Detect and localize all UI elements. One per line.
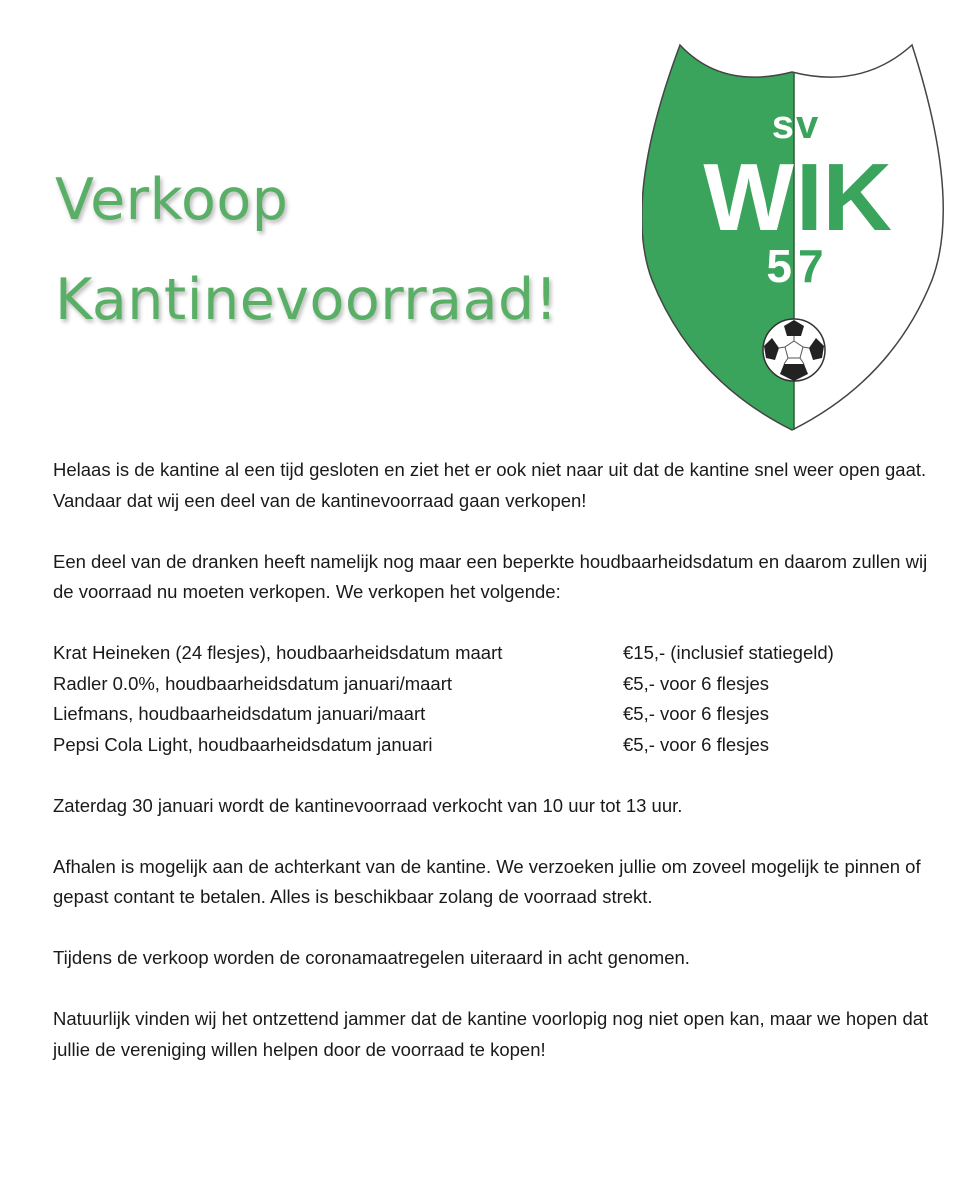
page-title bbox=[55, 150, 558, 350]
product-name: Radler 0.0%, houdbaarheidsdatum januari/maart bbox=[53, 672, 453, 694]
logo-prefix-s: s bbox=[771, 103, 794, 147]
product-price: €15,- (inclusief statiegeld) bbox=[623, 642, 834, 663]
club-logo bbox=[642, 30, 952, 435]
corona-paragraph: Tijdens de verkoop worden de coronamaatregelen uiteraard in acht genomen. bbox=[53, 947, 690, 968]
football-icon bbox=[763, 319, 825, 381]
document-body bbox=[53, 455, 933, 1096]
product-name: Krat Heineken (24 flesjes), houdbaarheidsdatum maart bbox=[53, 642, 503, 663]
product-row bbox=[53, 730, 933, 761]
closing-paragraph: Natuurlijk vinden wij het ontzettend jammer dat de kantine voorlopig nog niet open kan, maar we hopen dat jullie de vereniging willen helpen door de voorraad te kopen! bbox=[53, 1008, 929, 1060]
logo-name-w: W bbox=[703, 144, 794, 251]
reason-paragraph: Een deel van de dranken heeft namelijk nog maar een beperkte houdbaarheidsdatum en daarom zullen wij de voorraad nu moeten verkopen. We verkopen het volgende: bbox=[53, 550, 928, 602]
product-list bbox=[53, 638, 933, 760]
title-line-2: Kantinevoorraad! bbox=[55, 267, 559, 333]
product-row bbox=[53, 699, 933, 730]
title-line-1: Verkoop bbox=[55, 167, 289, 233]
product-price: €5,- voor 6 flesjes bbox=[623, 703, 770, 724]
logo-year-5: 5 bbox=[766, 240, 792, 292]
logo-name-ik: IK bbox=[796, 144, 892, 251]
product-row bbox=[53, 638, 933, 669]
product-name: Liefmans, houdbaarheidsdatum januari/maart bbox=[53, 703, 426, 724]
product-price: €5,- voor 6 flesjes bbox=[623, 733, 770, 755]
product-row bbox=[53, 669, 933, 700]
product-price: €5,- voor 6 flesjes bbox=[623, 672, 770, 694]
logo-prefix-v: v bbox=[796, 103, 819, 147]
product-name: Pepsi Cola Light, houdbaarheidsdatum januari bbox=[53, 733, 433, 755]
pickup-paragraph: Afhalen is mogelijk aan de achterkant van de kantine. We verzoeken jullie om zoveel mogelijk te pinnen of gepast contant te betalen. Alles is beschikbaar zolang de voorraad strekt. bbox=[53, 855, 921, 907]
sale-date-paragraph: Zaterdag 30 januari wordt de kantinevoorraad verkocht van 10 uur tot 13 uur. bbox=[53, 794, 683, 816]
logo-year-7: 7 bbox=[798, 240, 824, 292]
intro-paragraph: Helaas is de kantine al een tijd gesloten en ziet het er ook niet naar uit dat de kantine snel weer open gaat. Vandaar dat wij een deel van de kantinevoorraad gaan verkopen! bbox=[53, 459, 927, 511]
